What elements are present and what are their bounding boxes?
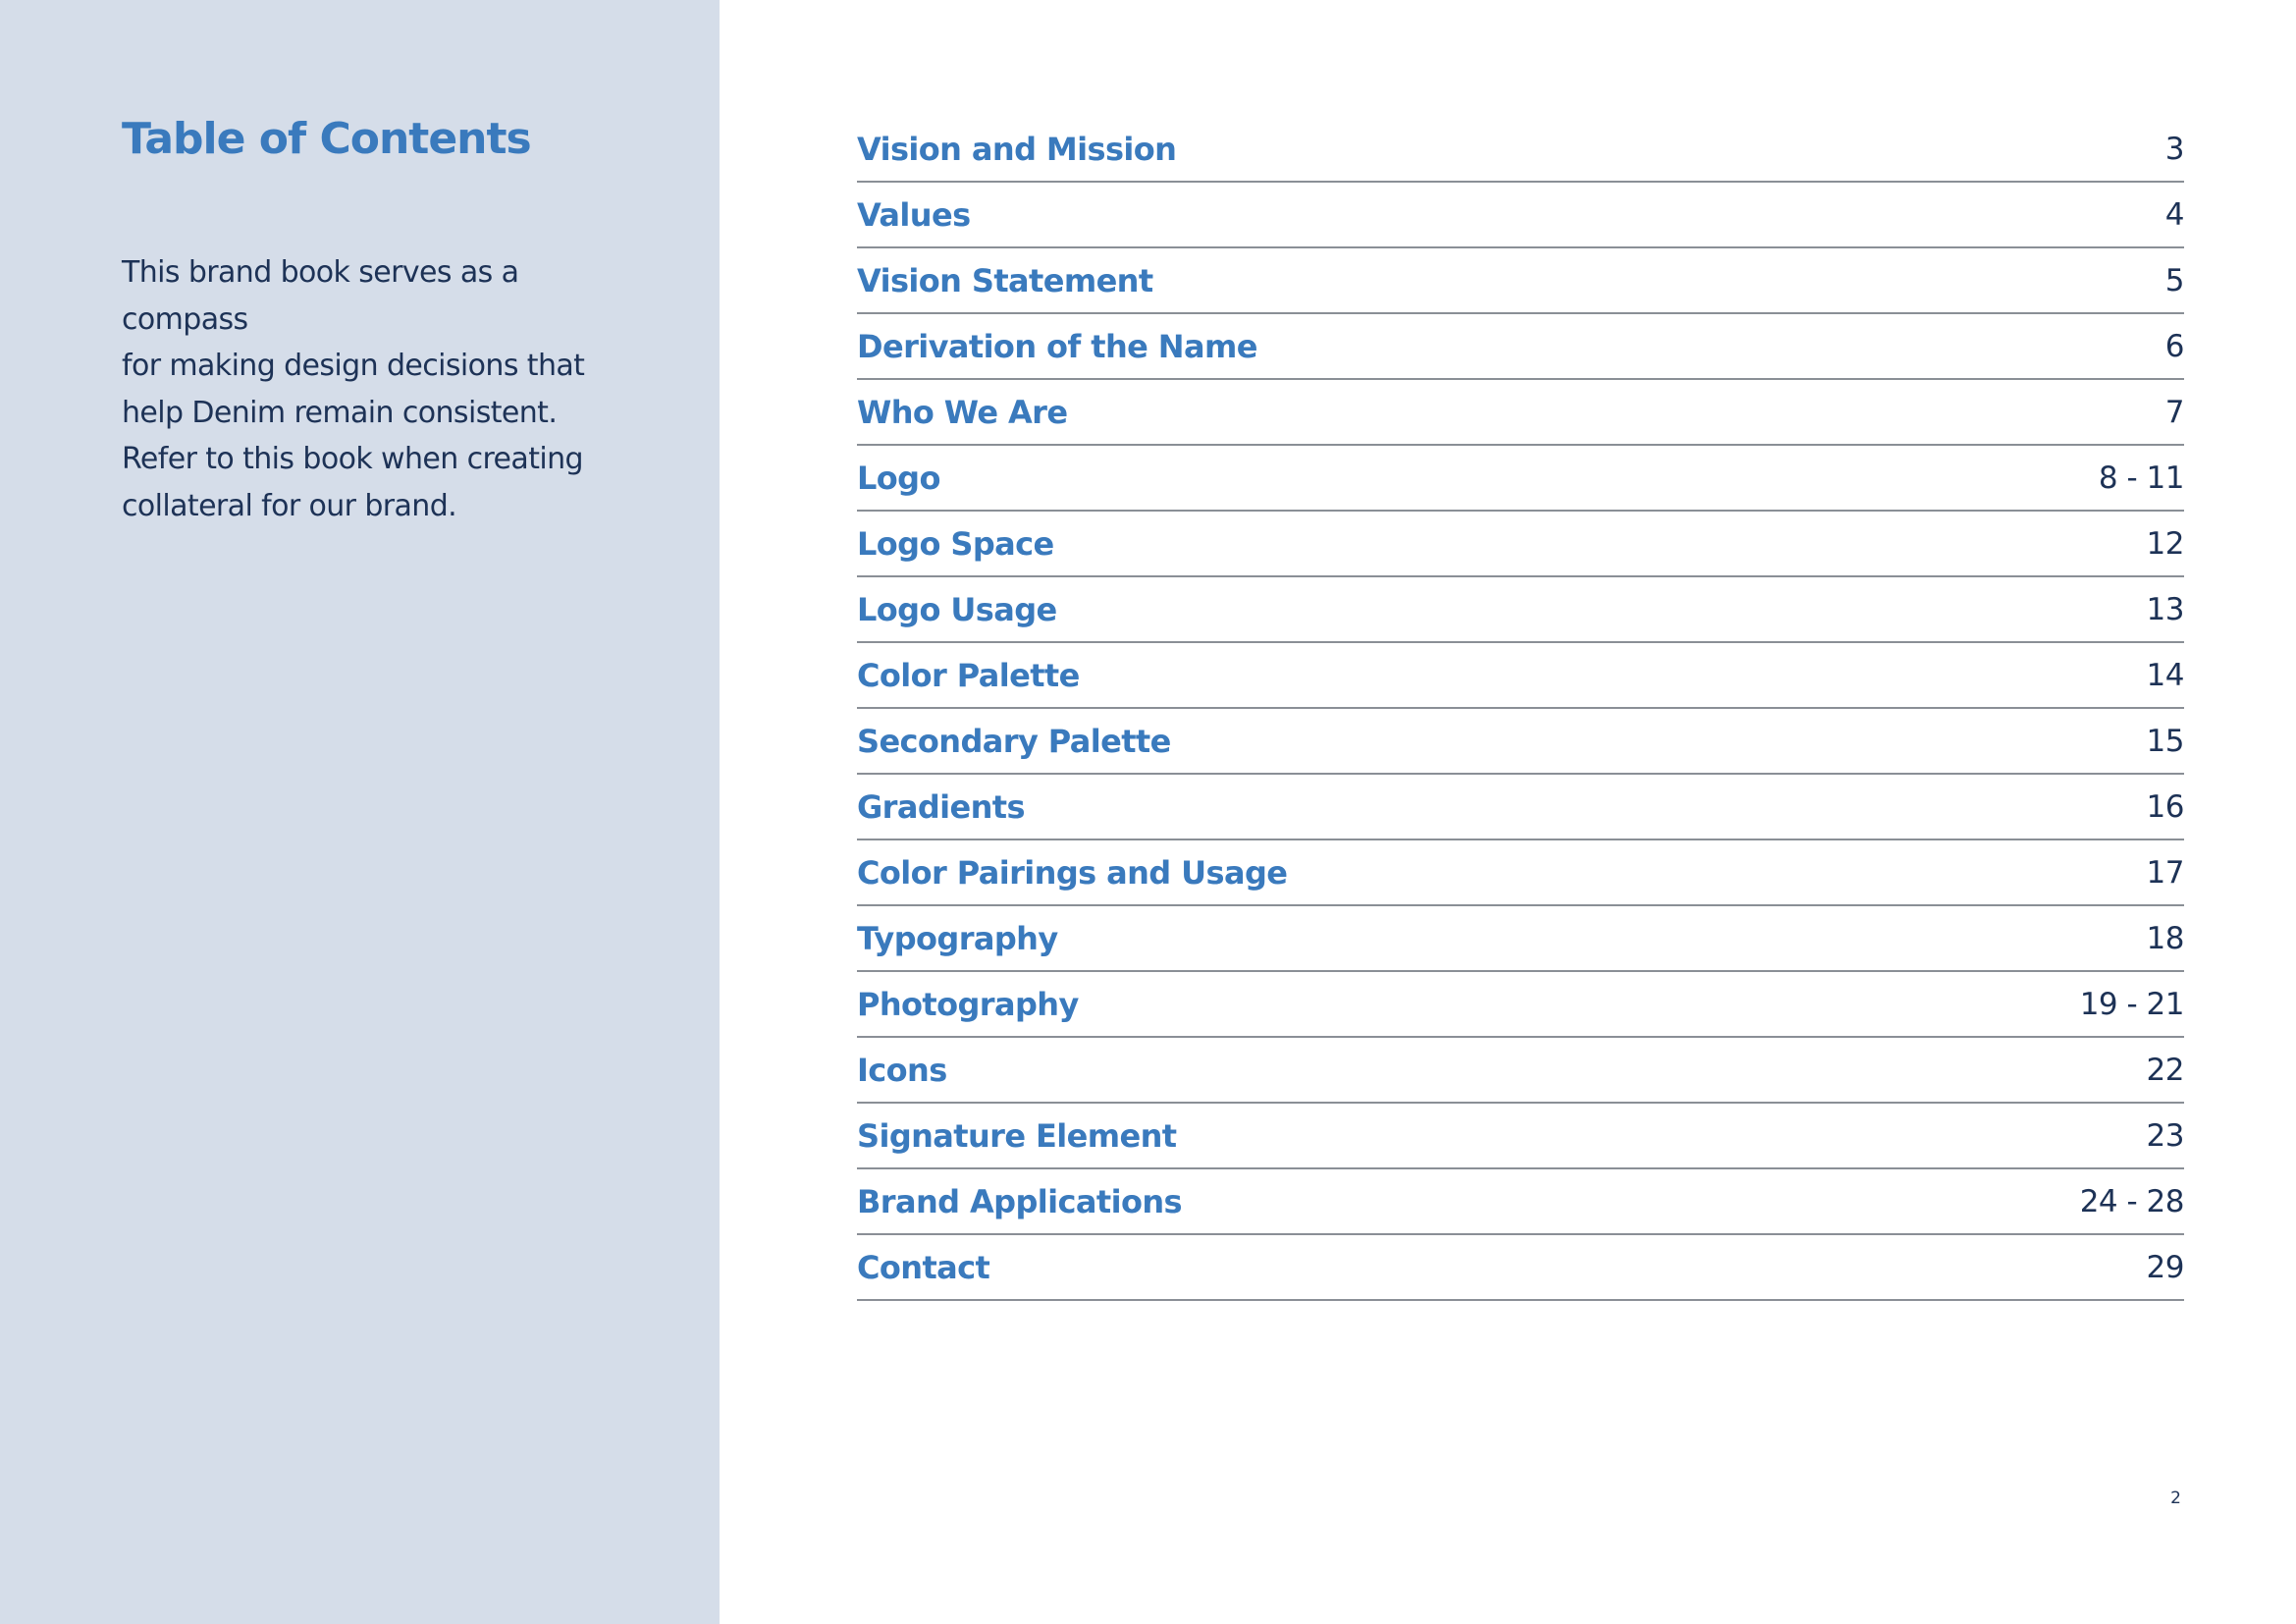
intro-line: collateral for our brand.	[122, 488, 457, 523]
toc-entry-page: 7	[2164, 394, 2184, 430]
toc-entry-page: 18	[2146, 920, 2184, 956]
toc-list	[857, 117, 2184, 1301]
toc-entry-page: 14	[2146, 657, 2184, 693]
intro-paragraph	[122, 249, 652, 529]
toc-entry-label: Color Pairings and Usage	[857, 853, 1288, 892]
toc-entry-vision-and-mission[interactable]	[857, 117, 2184, 183]
toc-entry-label: Logo Usage	[857, 590, 1057, 628]
toc-entry-icons[interactable]	[857, 1038, 2184, 1104]
intro-line: This brand book serves as a compass	[122, 255, 519, 337]
toc-entry-signature-element[interactable]	[857, 1104, 2184, 1169]
toc-entry-label: Gradients	[857, 787, 1025, 826]
toc-entry-secondary-palette[interactable]	[857, 709, 2184, 775]
toc-entry-gradients[interactable]	[857, 775, 2184, 840]
toc-entry-label: Brand Applications	[857, 1182, 1182, 1220]
toc-entry-photography[interactable]	[857, 972, 2184, 1038]
page-title: Table of Contents	[122, 114, 531, 164]
toc-entry-label: Vision Statement	[857, 261, 1153, 299]
toc-entry-page: 24 - 28	[2079, 1183, 2184, 1219]
sidebar-panel	[0, 0, 720, 1624]
toc-entry-page: 29	[2146, 1249, 2184, 1285]
toc-entry-page: 16	[2146, 788, 2184, 825]
toc-entry-label: Color Palette	[857, 656, 1080, 694]
toc-entry-label: Signature Element	[857, 1116, 1177, 1155]
toc-entry-logo-usage[interactable]	[857, 577, 2184, 643]
toc-entry-page: 3	[2164, 131, 2184, 167]
toc-entry-contact[interactable]	[857, 1235, 2184, 1301]
toc-entry-page: 4	[2164, 196, 2184, 233]
toc-entry-label: Vision and Mission	[857, 130, 1177, 168]
toc-entry-page: 12	[2146, 525, 2184, 562]
toc-entry-who-we-are[interactable]	[857, 380, 2184, 446]
toc-entry-page: 22	[2146, 1052, 2184, 1088]
toc-entry-color-pairings-and-usage[interactable]	[857, 840, 2184, 906]
toc-entry-label: Derivation of the Name	[857, 327, 1257, 365]
toc-entry-vision-statement[interactable]	[857, 248, 2184, 314]
toc-entry-label: Contact	[857, 1248, 990, 1286]
intro-line: help Denim remain consistent.	[122, 395, 558, 430]
toc-entry-label: Typography	[857, 919, 1058, 957]
toc-entry-label: Photography	[857, 985, 1079, 1023]
toc-entry-typography[interactable]	[857, 906, 2184, 972]
toc-entry-page: 6	[2164, 328, 2184, 364]
toc-entry-page: 17	[2146, 854, 2184, 891]
toc-entry-label: Who We Are	[857, 393, 1068, 431]
toc-entry-label: Secondary Palette	[857, 722, 1171, 760]
toc-entry-brand-applications[interactable]	[857, 1169, 2184, 1235]
toc-entry-label: Logo Space	[857, 524, 1054, 563]
toc-entry-label: Icons	[857, 1051, 947, 1089]
toc-entry-color-palette[interactable]	[857, 643, 2184, 709]
toc-entry-page: 5	[2164, 262, 2184, 298]
toc-entry-derivation-of-the-name[interactable]	[857, 314, 2184, 380]
intro-line: Refer to this book when creating	[122, 442, 583, 476]
toc-entry-label: Values	[857, 195, 971, 234]
toc-entry-label: Logo	[857, 459, 940, 497]
toc-entry-page: 13	[2146, 591, 2184, 627]
intro-line: for making design decisions that	[122, 349, 585, 383]
toc-entry-page: 23	[2146, 1117, 2184, 1154]
toc-entry-page: 19 - 21	[2079, 986, 2184, 1022]
toc-entry-values[interactable]	[857, 183, 2184, 248]
toc-entry-page: 15	[2146, 723, 2184, 759]
toc-entry-logo[interactable]	[857, 446, 2184, 512]
page-number: 2	[2170, 1489, 2181, 1508]
toc-entry-page: 8 - 11	[2098, 460, 2184, 496]
toc-entry-logo-space[interactable]	[857, 512, 2184, 577]
